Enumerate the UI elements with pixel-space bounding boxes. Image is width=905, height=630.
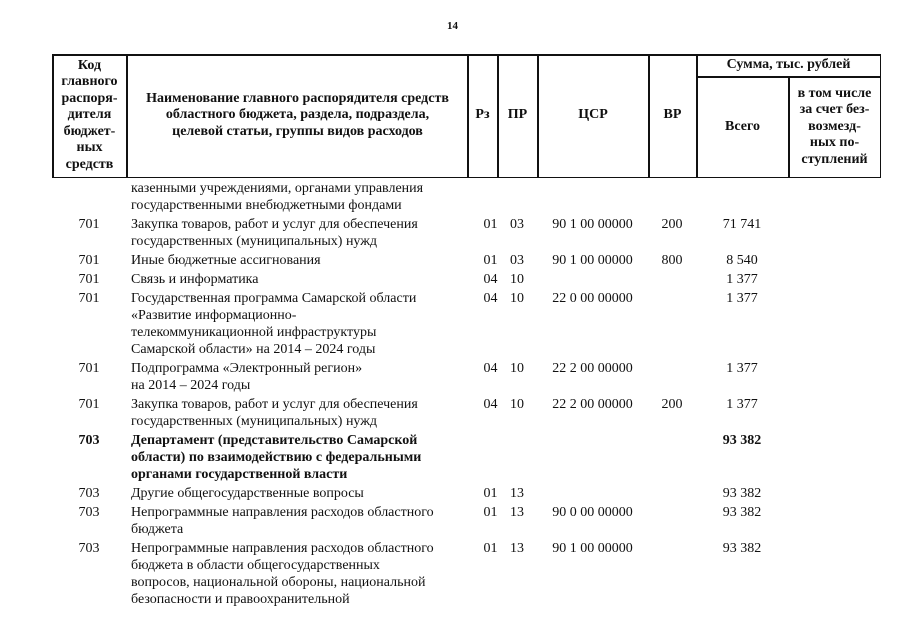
subsection-cell: 13 — [510, 541, 524, 556]
header-gratuitous: в том числе за счет без- возмезд- ных по- ступлений — [797, 85, 872, 167]
table-row — [52, 271, 881, 288]
header-sum: Сумма, тыс. рублей — [726, 57, 851, 73]
section-cell: 04 — [483, 397, 498, 412]
total-amount-cell: 93 382 — [722, 541, 762, 556]
expense-name-line: государственных (муниципальных) нужд — [131, 234, 378, 249]
subsection-cell: 13 — [510, 505, 524, 520]
expense-name-cell — [131, 180, 467, 214]
budget-code-cell: 703 — [78, 505, 100, 520]
budget-code-cell: 701 — [78, 361, 100, 376]
target-article-cell: 90 0 00 00000 — [552, 505, 633, 520]
total-amount-cell: 93 382 — [722, 505, 762, 520]
expense-name-cell — [131, 485, 467, 502]
expense-name-line: бюджета в области общегосударственных — [131, 558, 380, 573]
expense-type-cell: 800 — [661, 253, 683, 268]
expense-name-line: Связь и информатика — [131, 272, 259, 287]
target-article-cell: 22 0 00 00000 — [552, 291, 633, 306]
expense-type-cell: 200 — [661, 217, 683, 232]
expense-name-cell — [131, 504, 467, 538]
target-article-cell: 22 2 00 00000 — [552, 361, 633, 376]
header-csr: ЦСР — [578, 107, 608, 123]
expense-name-line: Департамент (представительство Самарской — [131, 433, 418, 448]
expense-name-line: области) по взаимодействию с федеральными — [131, 450, 422, 465]
budget-code-cell: 703 — [78, 541, 100, 556]
total-amount-cell: 71 741 — [722, 217, 762, 232]
section-cell: 01 — [483, 253, 498, 268]
header-pr: ПР — [507, 107, 528, 123]
target-article-cell: 90 1 00 00000 — [552, 217, 633, 232]
table-row — [52, 504, 881, 538]
expense-name-line: государственных (муниципальных) нужд — [131, 414, 378, 429]
expense-name-line: бюджета — [131, 522, 184, 537]
table-header — [52, 54, 881, 178]
expense-name-line: Подпрограмма «Электронный регион» — [131, 361, 363, 376]
expense-name-line: Другие общегосударственные вопросы — [131, 486, 364, 501]
target-article-cell: 22 2 00 00000 — [552, 397, 633, 412]
subsection-cell: 13 — [510, 486, 524, 501]
table-row — [52, 180, 881, 214]
total-amount-cell: 8 540 — [726, 253, 758, 268]
expense-name-cell — [131, 216, 467, 250]
expense-name-cell — [131, 290, 467, 358]
table-row — [52, 216, 881, 250]
subsection-cell: 03 — [510, 253, 524, 268]
section-cell: 01 — [483, 486, 498, 501]
budget-code-cell: 701 — [78, 291, 100, 306]
header-name: Наименование главного распорядителя средств областного бюджета, раздела, подраздела, целевой статьи, группы видов расходов — [146, 90, 449, 139]
total-amount-cell: 1 377 — [726, 397, 758, 412]
budget-code-cell: 701 — [78, 217, 100, 232]
section-cell: 01 — [483, 217, 498, 232]
expense-name-cell — [131, 271, 467, 288]
table-row — [52, 290, 881, 358]
header-total: Всего — [725, 118, 760, 134]
expense-name-line: безопасности и правоохранительной — [131, 592, 350, 607]
target-article-cell: 90 1 00 00000 — [552, 253, 633, 268]
total-amount-cell: 1 377 — [726, 272, 758, 287]
target-article-cell: 90 1 00 00000 — [552, 541, 633, 556]
expense-name-line: «Развитие информационно- — [131, 308, 297, 323]
table-row — [52, 396, 881, 430]
table-row — [52, 432, 881, 483]
expense-name-cell — [131, 360, 467, 394]
budget-code-cell: 703 — [78, 486, 100, 501]
expense-name-line: государственными внебюджетными фондами — [131, 198, 402, 213]
subsection-cell: 10 — [510, 272, 524, 287]
page-number: 14 — [447, 20, 458, 32]
expense-name-cell — [131, 252, 467, 269]
total-amount-cell: 1 377 — [726, 361, 758, 376]
expense-name-cell — [131, 396, 467, 430]
expense-name-line: Самарской области» на 2014 – 2024 годы — [131, 342, 376, 357]
subsection-cell: 10 — [510, 291, 524, 306]
table-row — [52, 252, 881, 269]
section-cell: 01 — [483, 541, 498, 556]
expense-name-line: на 2014 – 2024 годы — [131, 378, 251, 393]
table-row — [52, 540, 881, 608]
total-amount-cell: 93 382 — [722, 486, 762, 501]
header-vr: ВР — [663, 107, 682, 123]
table-body — [52, 180, 881, 610]
table-row — [52, 485, 881, 502]
expense-name-line: Непрограммные направления расходов областного — [131, 505, 434, 520]
expense-name-line: казенными учреждениями, органами управления — [131, 181, 424, 196]
expense-name-line: телекоммуникационной инфраструктуры — [131, 325, 377, 340]
expense-name-cell — [131, 540, 467, 608]
subsection-cell: 10 — [510, 361, 524, 376]
table-row — [52, 360, 881, 394]
expense-type-cell: 200 — [661, 397, 683, 412]
section-cell: 01 — [483, 505, 498, 520]
budget-code-cell: 701 — [78, 397, 100, 412]
header-rz: Рз — [475, 107, 490, 123]
expense-name-line: Закупка товаров, работ и услуг для обеспечения — [131, 397, 418, 412]
expense-name-line: Иные бюджетные ассигнования — [131, 253, 321, 268]
budget-code-cell: 701 — [78, 272, 100, 287]
subsection-cell: 10 — [510, 397, 524, 412]
expense-name-line: Государственная программа Самарской области — [131, 291, 417, 306]
total-amount-cell: 93 382 — [722, 433, 762, 448]
expense-name-line: Непрограммные направления расходов областного — [131, 541, 434, 556]
expense-name-line: Закупка товаров, работ и услуг для обеспечения — [131, 217, 418, 232]
section-cell: 04 — [483, 272, 498, 287]
section-cell: 04 — [483, 361, 498, 376]
header-code: Код главного распоря- дителя бюджет- ных средств — [61, 57, 118, 172]
expense-name-line: вопросов, национальной обороны, национальной — [131, 575, 426, 590]
budget-code-cell: 703 — [78, 433, 100, 448]
section-cell: 04 — [483, 291, 498, 306]
subsection-cell: 03 — [510, 217, 524, 232]
expense-name-cell — [131, 432, 467, 483]
total-amount-cell: 1 377 — [726, 291, 758, 306]
expense-name-line: органами государственной власти — [131, 467, 348, 482]
budget-code-cell: 701 — [78, 253, 100, 268]
